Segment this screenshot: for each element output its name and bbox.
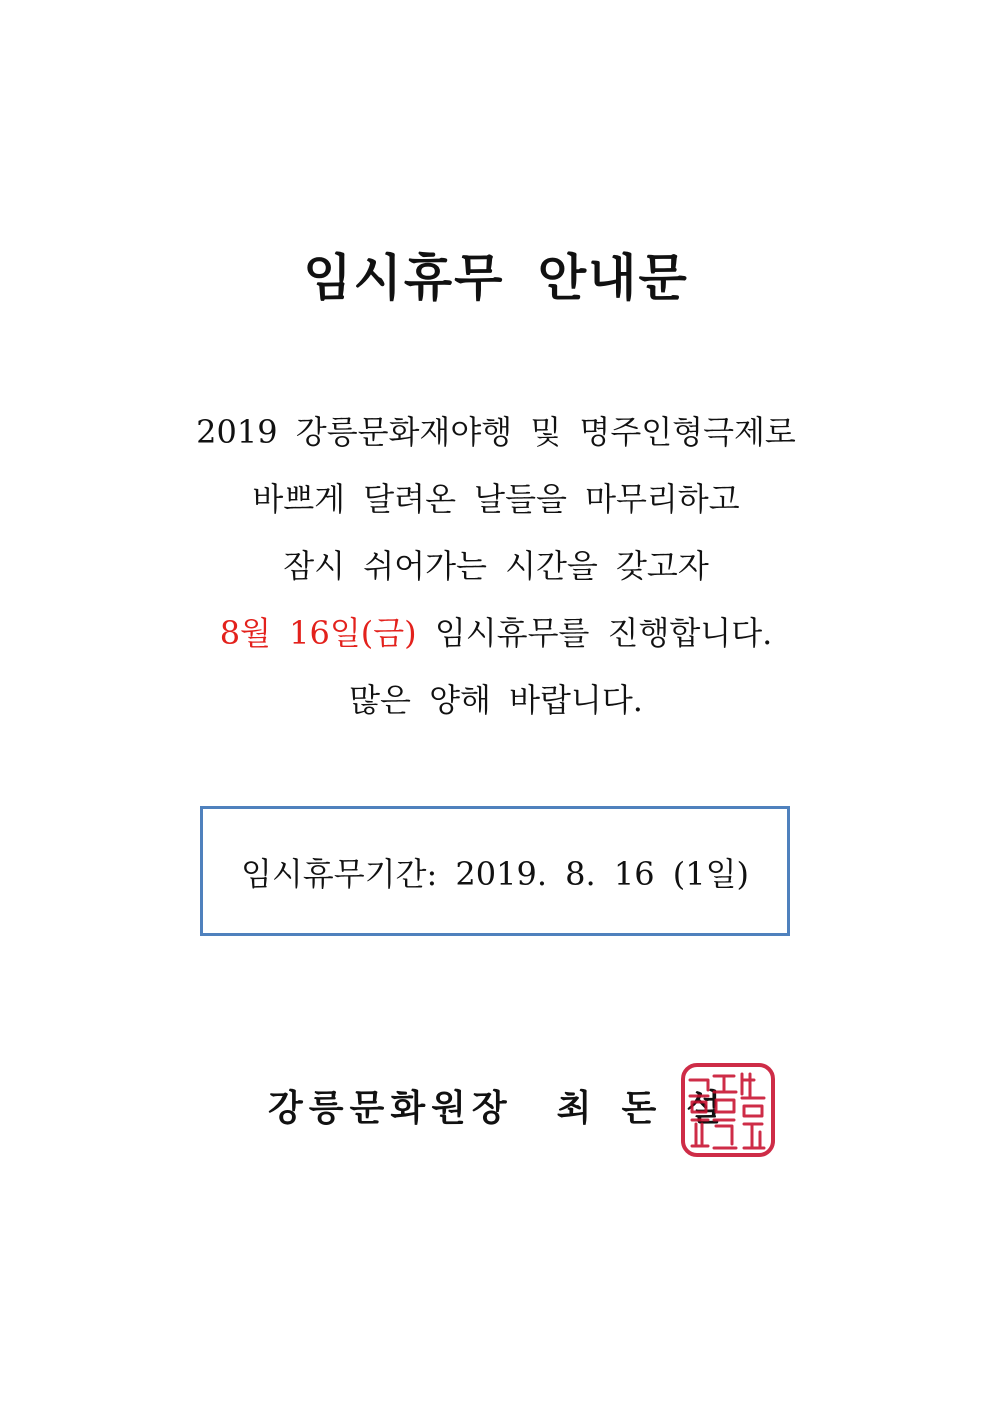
signer-title: 강릉문화원장: [268, 1088, 513, 1129]
body-line-1: 2019 강릉문화재야행 및 명주인형극제로: [196, 413, 796, 451]
official-seal-stamp: [680, 1062, 776, 1158]
closure-period-text: 임시휴무기간: 2019. 8. 16 (1일): [240, 855, 750, 893]
closure-announcement-line: [0, 611, 992, 678]
signer-name-char-3: 설: [686, 1088, 727, 1129]
closing-line: 많은 양해 바랍니다.: [349, 681, 643, 719]
signer-name-char-2: 돈: [621, 1088, 663, 1129]
closure-announcement-text: 임시휴무를 진행합니다.: [416, 614, 773, 652]
body-line-2: 바쁘게 달려온 날들을 마무리하고: [252, 480, 740, 518]
signer-name-char-1: 최: [556, 1088, 598, 1129]
closure-date-highlight: 8월 16일(금): [219, 614, 417, 652]
signature-line: [268, 1080, 727, 1131]
page-title: 임시휴무 안내문: [303, 249, 689, 307]
closure-period-box: [200, 806, 790, 936]
body-line-3: 잠시 쉬어가는 시간을 갖고자: [283, 547, 709, 585]
notice-body: [0, 410, 992, 745]
